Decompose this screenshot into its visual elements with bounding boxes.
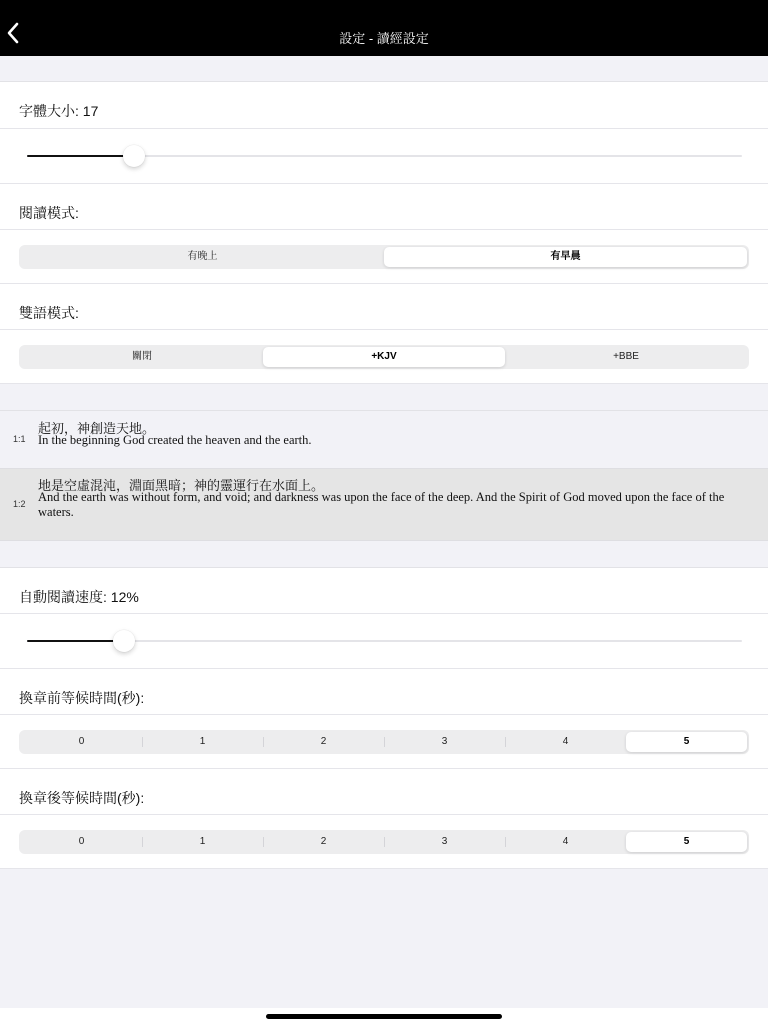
bilingual-mode-segmented-control[interactable] [19, 345, 749, 369]
wait-after-option-2[interactable]: 2 [263, 832, 384, 852]
bilingual-option-kjv[interactable]: +KJV [263, 347, 505, 367]
section-spacer [0, 56, 768, 82]
preview-verse-highlighted [0, 469, 768, 541]
wait-before-label: 換章前等候時間(秒): [19, 690, 145, 706]
wait-after-option-5[interactable]: 5 [626, 832, 747, 852]
wait-after-option-1[interactable]: 1 [142, 832, 263, 852]
slider-thumb[interactable] [113, 630, 135, 652]
slider-fill [27, 640, 124, 642]
bilingual-option-bbe[interactable]: +BBE [613, 351, 639, 362]
verse-chinese-text: 起初，神創造天地。 [38, 421, 156, 436]
wait-after-label: 換章後等候時間(秒): [19, 790, 145, 806]
reading-mode-option-morning[interactable]: 有早晨 [384, 247, 747, 267]
preview-verse [0, 411, 768, 469]
wait-after-option-4[interactable]: 4 [505, 832, 626, 852]
reading-mode-label: 閱讀模式: [19, 205, 79, 221]
bilingual-mode-label: 雙語模式: [19, 305, 79, 321]
verse-english-text: In the beginning God created the heaven and the earth. [38, 433, 312, 447]
wait-after-option-3[interactable]: 3 [384, 832, 505, 852]
auto-read-speed-row [0, 568, 768, 614]
reading-mode-option-evening[interactable]: 有晚上 [187, 251, 218, 262]
page-title: 設定 - 讀經設定 [339, 31, 429, 46]
font-size-label: 字體大小: 17 [19, 103, 99, 119]
font-size-row [0, 82, 768, 129]
wait-before-option-2[interactable]: 2 [263, 732, 384, 752]
verse-reference: 1:2 [13, 499, 26, 509]
verse-english-text: And the earth was without form, and void; and darkness was upon the face of the deep. And the Spirit of God moved upon the face of the waters. [38, 490, 725, 519]
slider-thumb[interactable] [123, 145, 145, 167]
font-size-slider[interactable] [27, 144, 742, 168]
wait-before-control-row [0, 715, 768, 769]
bilingual-option-off[interactable]: 關閉 [132, 351, 152, 362]
auto-read-speed-slider[interactable] [27, 629, 742, 653]
wait-after-control-row [0, 815, 768, 869]
wait-after-row [0, 769, 768, 815]
wait-before-segmented-control[interactable] [19, 730, 749, 754]
section-spacer [0, 384, 768, 411]
slider-fill [27, 155, 134, 157]
reading-mode-segmented-control[interactable] [19, 245, 749, 269]
reading-mode-row [0, 184, 768, 230]
auto-read-speed-slider-row [0, 614, 768, 669]
wait-before-option-4[interactable]: 4 [505, 732, 626, 752]
verse-chinese-text: 地是空虛混沌，淵面黑暗；神的靈運行在水面上。 [38, 478, 325, 493]
verse-reference: 1:1 [13, 434, 26, 444]
font-size-slider-row [0, 129, 768, 184]
home-indicator[interactable] [266, 1014, 502, 1019]
reading-mode-control-row [0, 230, 768, 284]
bilingual-mode-control-row [0, 330, 768, 384]
wait-before-option-1[interactable]: 1 [142, 732, 263, 752]
navigation-bar [0, 0, 768, 56]
wait-before-option-3[interactable]: 3 [384, 732, 505, 752]
bilingual-mode-row [0, 284, 768, 330]
wait-before-option-0[interactable]: 0 [78, 736, 85, 747]
auto-read-speed-label: 自動閱讀速度: 12% [19, 589, 139, 605]
section-spacer [0, 541, 768, 568]
wait-after-segmented-control[interactable] [19, 830, 749, 854]
wait-before-row [0, 669, 768, 715]
wait-after-option-0[interactable]: 0 [78, 836, 85, 847]
wait-before-option-5[interactable]: 5 [626, 732, 747, 752]
